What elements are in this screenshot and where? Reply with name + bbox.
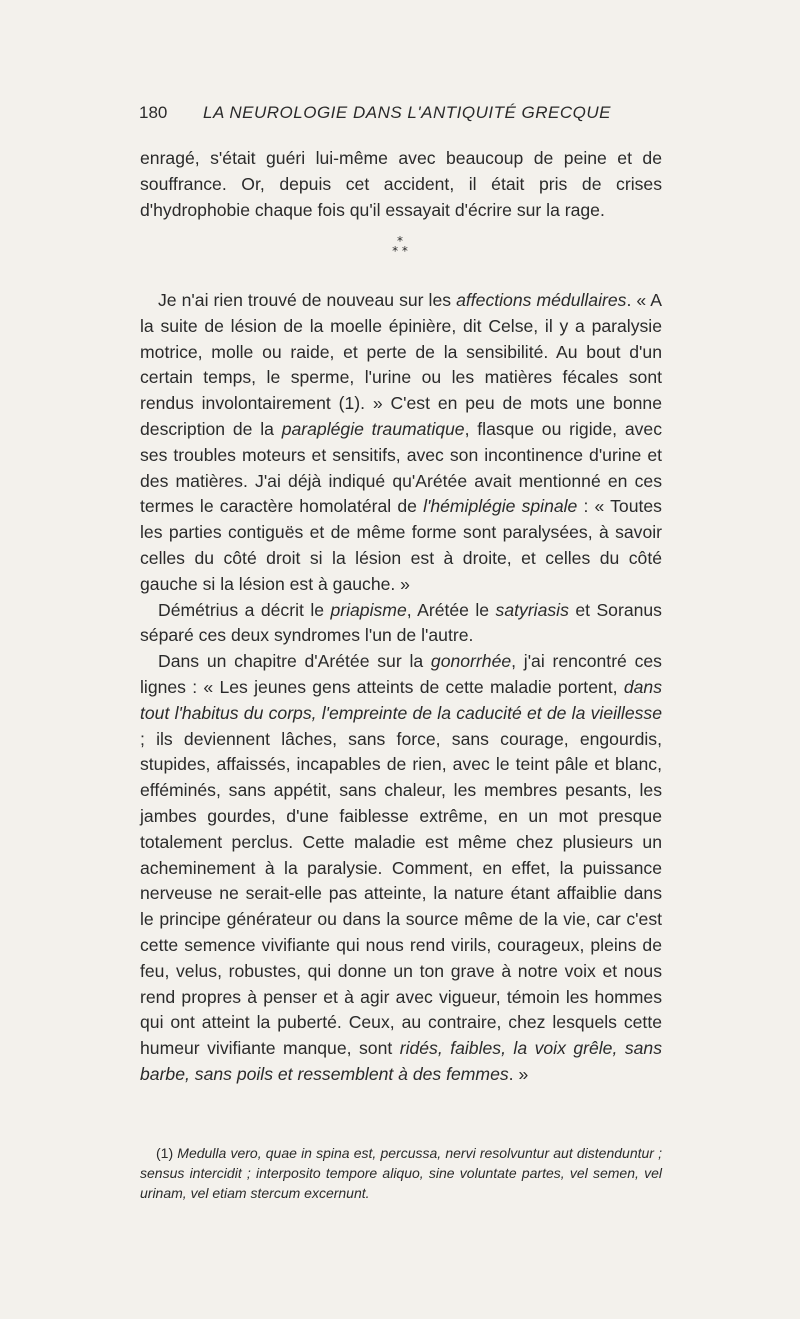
separator-bottom-asterisks: * * <box>392 244 408 258</box>
paragraph-2-text-3: , flasque ou rigide, avec ses troubles moteurs et sensitifs, avec son incontinence d'urine et des matières. J'ai déjà indiqué qu'Arétée avait mentionné en ces termes le caractère homolatéral de <box>140 418 663 517</box>
paragraph-3 <box>140 598 662 650</box>
paragraph-4-italic-2: dans tout l'habitus du corps, l'empreinte de la caducité et de la vieillesse <box>140 676 662 723</box>
paragraph-4-text-4: . » <box>508 1063 529 1084</box>
paragraph-2-italic-2: paraplégie traumatique <box>281 418 465 439</box>
paragraph-2-text-2: . « A la suite de lésion de la moelle épinière, dit Celse, il y a paralysie motrice, molle ou raide, et perte de la sensibilité. Au bout d'un certain temps, le sperme, l'urine ou les matières fécales sont rendus involontairement (1). » C'est en peu de mots une bonne description de la <box>140 290 662 439</box>
paragraph-2-italic-1: affections médullaires <box>456 290 627 310</box>
paragraph-2-text-1: Je n'ai rien trouvé de nouveau sur les <box>158 290 457 310</box>
paragraph-3-italic-2: satyriasis <box>495 599 569 620</box>
running-title: LA NEUROLOGIE DANS L'ANTIQUITÉ GRECQUE <box>203 103 611 122</box>
separator-top-asterisk: * <box>397 234 403 248</box>
paragraph-4-italic-1: gonorrhée <box>430 651 512 672</box>
paragraph-3-text-2: , Arétée le <box>406 599 496 620</box>
paragraph-3-text-1: Démétrius a décrit le <box>158 599 331 620</box>
footnote <box>140 1143 662 1203</box>
paragraph-4-text-2: , j'ai rencontré ces lignes : « Les jeunes gens atteints de cette maladie portent, <box>140 651 662 697</box>
footnote-marker: (1) <box>156 1145 178 1161</box>
paragraph-4-text-3: ; ils deviennent lâches, sans force, sans courage, engourdis, stupides, affaissés, incapables de rien, avec le teint pâle et blanc, efféminés, sans appétit, sans chaleur, les membres pesants, les jambes gourdes, d'une faiblesse extrême, en un mot presque totalement perclus. Cette maladie est même chez plusieurs un acheminement à la paralysie. Comment, en effet, la puissance nerveuse ne serait-elle pas atteinte, la nature étant affaiblie dans le principe générateur ou dans la source même de la vie, car c'est cette semence vivifiante qui nous rend virils, courageux, pleins de feu, velus, robustes, qui donne un ton grave à notre voix et nous rend propres à penser et à agir avec vigueur, témoin les hommes qui ont atteint la puberté. Ceux, au contraire, chez lesquels cette humeur vivifiante manque, sont <box>140 728 662 1059</box>
page-header <box>139 103 659 127</box>
paragraph-2-text-4: : « Toutes les parties contiguës et de même forme sont paralysées, à savoir celles du côté droit si la lésion est à droite, et celles du côté gauche si la lésion est à gauche. » <box>140 496 662 594</box>
paragraph-2 <box>140 288 662 598</box>
section-separator <box>360 236 440 270</box>
footnote-text: Medulla vero, quae in spina est, percussa, nervi resolvuntur aut distenduntur ; sensus intercidit ; interposito tempore aliquo, sine voluntate partes, vel semen, vel urinam, vel etiam stercum excernunt. <box>140 1145 663 1201</box>
paragraph-4-text-1: Dans un chapitre d'Arétée sur la <box>158 651 431 672</box>
page-number: 180 <box>139 103 168 122</box>
paragraph-2-italic-3: l'hémiplégie spinale <box>423 496 578 517</box>
body-text <box>140 288 662 1088</box>
paragraph-4-italic-3: ridés, faibles, la voix grêle, sans barbe, sans poils et ressemblent à des femmes <box>140 1038 662 1084</box>
paragraph-3-italic-1: priapisme <box>330 599 407 620</box>
paragraph-4 <box>140 649 662 1088</box>
paragraph-1: enragé, s'était guéri lui-même avec beaucoup de peine et de souffrance. Or, depuis cet accident, il était pris de crises d'hydrophobie chaque fois qu'il essayait d'écrire sur la rage. <box>140 148 662 220</box>
paragraph-3-text-3: et Soranus séparé ces deux syndromes l'un de l'autre. <box>140 599 662 646</box>
